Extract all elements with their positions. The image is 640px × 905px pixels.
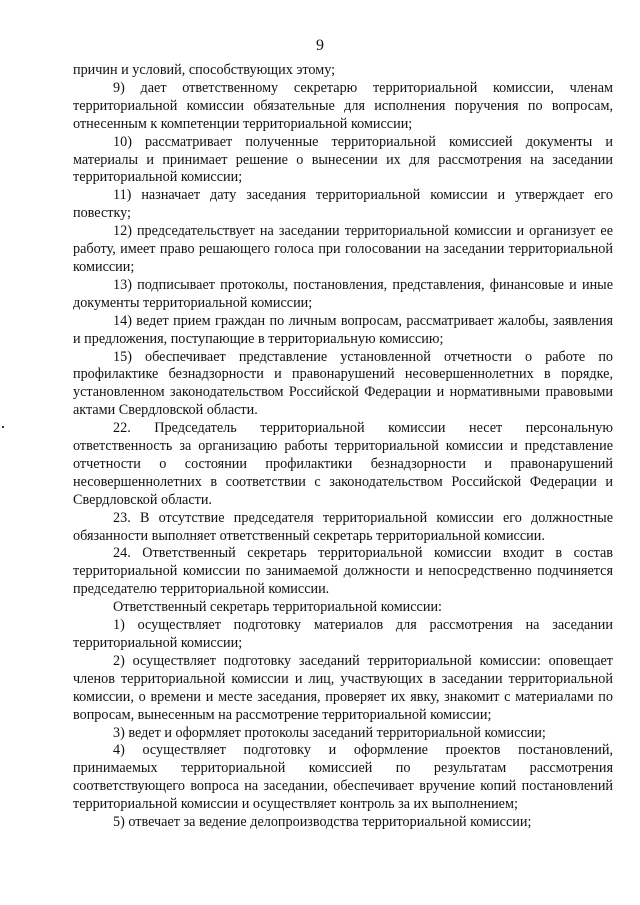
- paragraph: Ответственный секретарь территориальной комиссии:: [113, 599, 442, 616]
- paragraph: 1) осуществляет подготовку материалов для рассмотрения на заседании территориальной комиссии;: [73, 617, 613, 651]
- paragraph: 5) отвечает за ведение делопроизводства территориальной комиссии;: [113, 814, 532, 831]
- paragraph: 4) осуществляет подготовку и оформление проектов постановлений, принимаемых территориальной комиссией по результатам рассмотрения соответствующего вопроса на заседании, обеспечивает вручение копий постановлений территориальной комиссии и осуществляет контроль за их выполнением;: [73, 742, 613, 813]
- paragraph: 24. Ответственный секретарь территориальной комиссии входит в состав территориальной комиссии по занимаемой должности и непосредственно подчиняется председателю территориальной комиссии.: [73, 545, 613, 598]
- paragraph: 12) председательствует на заседании территориальной комиссии и организует ее работу, имеет право решающего голоса при голосовании на заседании территориальной комиссии;: [73, 223, 613, 275]
- paragraph: 11) назначает дату заседания территориальной комиссии и утверждает его повестку;: [73, 187, 613, 222]
- paragraph: 10) рассматривает полученные территориальной комиссией документы и материалы и принимает решение о вынесении их для рассмотрения на заседании территориальной комиссии;: [73, 133, 613, 186]
- paragraph: 14) ведет прием граждан по личным вопросам, рассматривает жалобы, заявления и предложения, поступающие в территориальную комиссию;: [73, 312, 613, 347]
- paragraph: 13) подписывает протоколы, постановления, представления, финансовые и иные документы территориальной комиссии;: [73, 276, 613, 311]
- paragraph: 23. В отсутствие председателя территориальной комиссии его должностные обязанности выполняет ответственный секретарь территориальной комиссии.: [73, 509, 613, 544]
- margin-mark: [2, 426, 4, 428]
- paragraph: 22. Председатель территориальной комиссии несет персональную ответственность за организацию работы территориальной комиссии и представление отчетности о состоянии профилактики безнадзорности и правонарушений несовершеннолетних в соответствии с законодательством Российской Федерации и Свердловской области.: [73, 420, 613, 508]
- page-number: 9: [316, 37, 324, 54]
- paragraph: 15) обеспечивает представление установленной отчетности о работе по профилактике безнадзорности и правонарушений несовершеннолетних в порядке, установленном законодательством Российской Федерации и нормативными правовыми актами Свердловской области.: [73, 348, 613, 419]
- paragraph: 3) ведет и оформляет протоколы заседаний территориальной комиссии;: [113, 724, 546, 741]
- paragraph: причин и условий, способствующих этому;: [73, 62, 336, 78]
- paragraph: 9) дает ответственному секретарю территориальной комиссии, членам территориальной комиссии обязательные для исполнения поручения по вопросам, отнесенным к компетенции территориальной комиссии;: [73, 79, 613, 132]
- document-body: [73, 62, 613, 832]
- paragraph: 2) осуществляет подготовку заседаний территориальной комиссии: оповещает членов территориальной комиссии и лиц, участвующих в заседании территориальной комиссии, о времени и месте заседания, проверяет их явку, знакомит с материалами по вопросам, вынесенным на рассмотрение территориальной комиссии;: [73, 652, 613, 723]
